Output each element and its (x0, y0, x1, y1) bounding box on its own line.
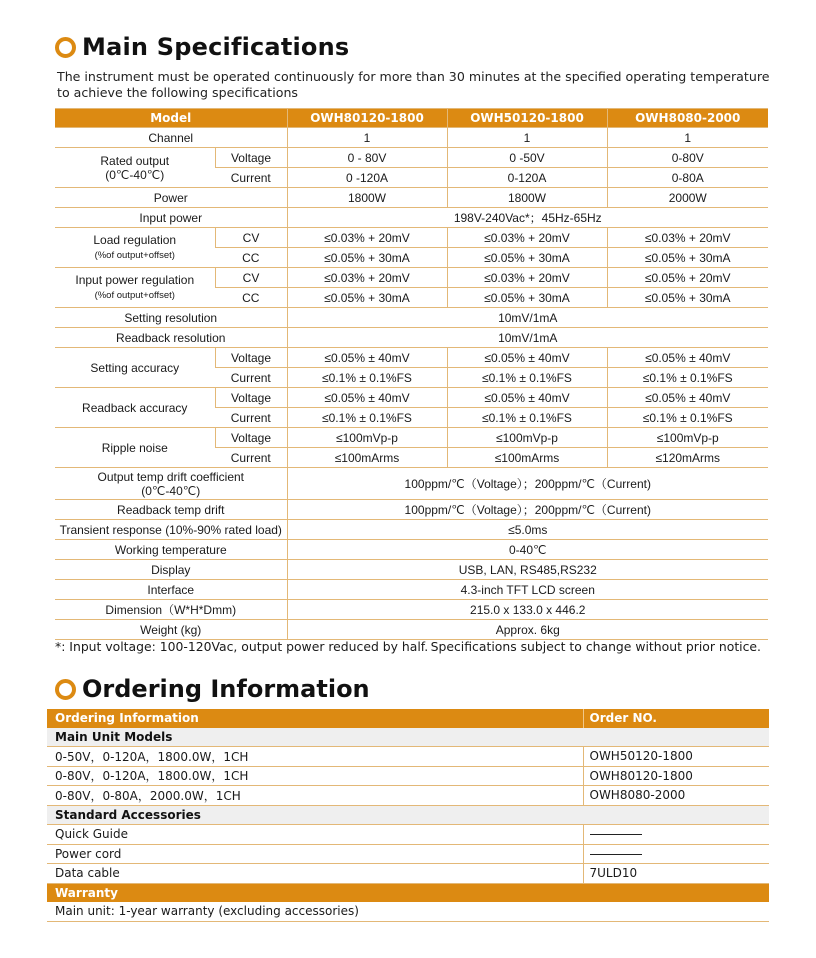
sub-label: Current (215, 368, 287, 388)
cell-value: 198V-240Vac*；45Hz-65Hz (287, 208, 768, 228)
table-row (55, 228, 768, 248)
model-column-header: OWH8080-2000 (607, 109, 768, 128)
list-item (47, 825, 769, 845)
row-label-text: Input power regulation (75, 272, 195, 287)
cell-value: USB, LAN, RS485,RS232 (287, 560, 768, 580)
cell-value: 0-80A (607, 168, 768, 188)
cell-value: ≤0.05% + 30mA (607, 288, 768, 308)
row-label-sub: (%of output+offset) (94, 249, 175, 261)
sub-label: Voltage (215, 388, 287, 408)
row-label: Weight (kg) (55, 620, 287, 640)
cell-value: 2000W (607, 188, 768, 208)
cell-value: ≤120mArms (607, 448, 768, 468)
row-label: Input power (55, 208, 287, 228)
item-order-number: OWH8080-2000 (583, 786, 769, 806)
cell-value: ≤0.05% + 30mA (287, 248, 447, 268)
row-label-sub: (0℃-40℃) (141, 483, 201, 498)
cell-value: ≤0.05% ± 40mV (287, 348, 447, 368)
cell-value: ≤100mArms (287, 448, 447, 468)
ordering-header-row (47, 709, 769, 728)
cell-value: 1 (287, 128, 447, 148)
cell-value: ≤100mVp-p (287, 428, 447, 448)
intro-text: The instrument must be operated continuously for more than 30 minutes at the specified operating temperature to achieve the following specifications (57, 69, 770, 100)
list-item (47, 902, 769, 921)
row-label: Setting accuracy (55, 348, 215, 388)
cell-value: ≤0.05% ± 40mV (607, 348, 768, 368)
table-row (55, 208, 768, 228)
cell-value: 10mV/1mA (287, 328, 768, 348)
cell-value: 215.0 x 133.0 x 446.2 (287, 600, 768, 620)
cell-value: ≤0.03% + 20mV (287, 268, 447, 288)
list-item (47, 747, 769, 767)
row-label-text: Rated output (100, 153, 170, 168)
group-row (47, 805, 769, 825)
row-label: Setting resolution (55, 308, 287, 328)
warranty-header-row (47, 883, 769, 902)
cell-value: ≤100mVp-p (607, 428, 768, 448)
cell-value: ≤0.1% ± 0.1%FS (287, 368, 447, 388)
cell-value: ≤0.1% ± 0.1%FS (287, 408, 447, 428)
table-row (55, 348, 768, 368)
table-row (55, 620, 768, 640)
cell-value: ≤0.05% + 30mA (447, 288, 607, 308)
cell-value: 4.3-inch TFT LCD screen (287, 580, 768, 600)
section-bullet-icon (55, 679, 76, 700)
table-row (55, 600, 768, 620)
item-description: Quick Guide (47, 825, 583, 845)
dash-placeholder (590, 834, 642, 835)
cell-value: ≤0.03% + 20mV (287, 228, 447, 248)
sub-label: Current (215, 168, 287, 188)
table-row (55, 328, 768, 348)
sub-label: Voltage (215, 348, 287, 368)
list-item (47, 864, 769, 884)
cell-value: ≤0.05% ± 40mV (287, 388, 447, 408)
cell-value: ≤0.1% ± 0.1%FS (607, 408, 768, 428)
table-row (55, 308, 768, 328)
cell-value: ≤0.05% + 30mA (607, 248, 768, 268)
cell-value: 0-120A (447, 168, 607, 188)
cell-value: 0 -50V (447, 148, 607, 168)
item-description: 0-80V，0-80A，2000.0W，1CH (47, 786, 583, 806)
ordering-information-heading: Ordering Information (82, 675, 370, 703)
item-order-number: 7ULD10 (583, 864, 769, 884)
cell-value: 10mV/1mA (287, 308, 768, 328)
main-specifications-heading: Main Specifications (82, 33, 350, 61)
row-label: Readback accuracy (55, 388, 215, 428)
cell-value: ≤0.03% + 20mV (607, 228, 768, 248)
item-order-number (583, 844, 769, 864)
table-row (55, 388, 768, 408)
sub-label: CV (215, 268, 287, 288)
ordering-info-header: Ordering Information (47, 709, 583, 728)
cell-value: Approx. 6kg (287, 620, 768, 640)
cell-value: ≤0.05% ± 40mV (607, 388, 768, 408)
ordering-information-title (55, 675, 370, 703)
item-description: 0-80V，0-120A，1800.0W，1CH (47, 766, 583, 786)
row-label-text: Output temp drift coefficient (97, 469, 245, 484)
cell-value: ≤0.1% ± 0.1%FS (607, 368, 768, 388)
row-label: Interface (55, 580, 287, 600)
cell-value: 1800W (447, 188, 607, 208)
row-label-text: Load regulation (93, 232, 177, 247)
table-row (55, 148, 768, 168)
cell-value: 1 (607, 128, 768, 148)
cell-value: 0 -120A (287, 168, 447, 188)
list-item (47, 766, 769, 786)
sub-label: Current (215, 408, 287, 428)
cell-value: 0-40℃ (287, 540, 768, 560)
list-item (47, 844, 769, 864)
row-label: Dimension（W*H*Dmm) (55, 600, 287, 620)
row-label: Working temperature (55, 540, 287, 560)
row-label: Ripple noise (55, 428, 215, 468)
list-item (47, 786, 769, 806)
footnote: *: Input voltage: 100-120Vac, output power reduced by half. (55, 639, 429, 654)
row-label-sub: (%of output+offset) (94, 289, 175, 301)
cell-value: ≤0.05% + 30mA (287, 288, 447, 308)
table-row (55, 188, 768, 208)
table-row (55, 128, 768, 148)
cell-value: 100ppm/℃（Voltage）；200ppm/℃（Current) (287, 468, 768, 500)
standard-accessories-group: Standard Accessories (47, 805, 769, 825)
table-row (55, 468, 768, 500)
warranty-text: Main unit: 1-year warranty (excluding accessories) (47, 902, 769, 921)
row-label: Readback resolution (55, 328, 287, 348)
warranty-header: Warranty (47, 883, 769, 902)
row-label (55, 228, 215, 268)
cell-value: ≤0.05% ± 40mV (447, 348, 607, 368)
cell-value: ≤0.05% + 30mA (447, 248, 607, 268)
table-header-row (55, 109, 768, 128)
cell-value: ≤0.03% + 20mV (447, 268, 607, 288)
cell-value: 1 (447, 128, 607, 148)
row-label: Display (55, 560, 287, 580)
main-unit-models-group: Main Unit Models (47, 728, 769, 747)
group-row (47, 728, 769, 747)
sub-label: CC (215, 288, 287, 308)
cell-value: ≤5.0ms (287, 520, 768, 540)
table-row (55, 560, 768, 580)
row-label (55, 268, 215, 308)
cell-value: ≤0.03% + 20mV (447, 228, 607, 248)
cell-value: ≤100mArms (447, 448, 607, 468)
row-label (55, 468, 287, 500)
table-row (55, 428, 768, 448)
main-specifications-title (55, 33, 349, 61)
specifications-table (55, 108, 768, 640)
item-order-number (583, 825, 769, 845)
row-label (55, 148, 215, 188)
cell-value: ≤0.1% ± 0.1%FS (447, 408, 607, 428)
model-column-header: OWH80120-1800 (287, 109, 447, 128)
model-column-header: OWH50120-1800 (447, 109, 607, 128)
item-description: 0-50V，0-120A，1800.0W，1CH (47, 747, 583, 767)
sub-label: Voltage (215, 428, 287, 448)
cell-value: 0-80V (607, 148, 768, 168)
section-bullet-icon (55, 37, 76, 58)
ordering-table (47, 709, 769, 922)
row-label: Readback temp drift (55, 500, 287, 520)
table-row (55, 520, 768, 540)
item-description: Data cable (47, 864, 583, 884)
sub-label: Voltage (215, 148, 287, 168)
cell-value: ≤0.05% ± 40mV (447, 388, 607, 408)
table-row (55, 500, 768, 520)
notice: Specifications subject to change without prior notice. (430, 639, 761, 654)
row-label: Transient response (10%-90% rated load) (55, 520, 287, 540)
cell-value: 100ppm/℃（Voltage）；200ppm/℃（Current) (287, 500, 768, 520)
row-label-sub: (0℃-40℃) (105, 167, 165, 182)
table-row (55, 580, 768, 600)
sub-label: CC (215, 248, 287, 268)
sub-label: CV (215, 228, 287, 248)
row-label: Power (55, 188, 287, 208)
cell-value: 0 - 80V (287, 148, 447, 168)
dash-placeholder (590, 854, 642, 855)
item-description: Power cord (47, 844, 583, 864)
table-row (55, 540, 768, 560)
table-row (55, 268, 768, 288)
cell-value: ≤0.1% ± 0.1%FS (447, 368, 607, 388)
order-no-header: Order NO. (583, 709, 769, 728)
item-order-number: OWH50120-1800 (583, 747, 769, 767)
row-label: Channel (55, 128, 287, 148)
cell-value: ≤0.05% + 20mV (607, 268, 768, 288)
cell-value: 1800W (287, 188, 447, 208)
model-header: Model (55, 109, 287, 128)
item-order-number: OWH80120-1800 (583, 766, 769, 786)
cell-value: ≤100mVp-p (447, 428, 607, 448)
sub-label: Current (215, 448, 287, 468)
